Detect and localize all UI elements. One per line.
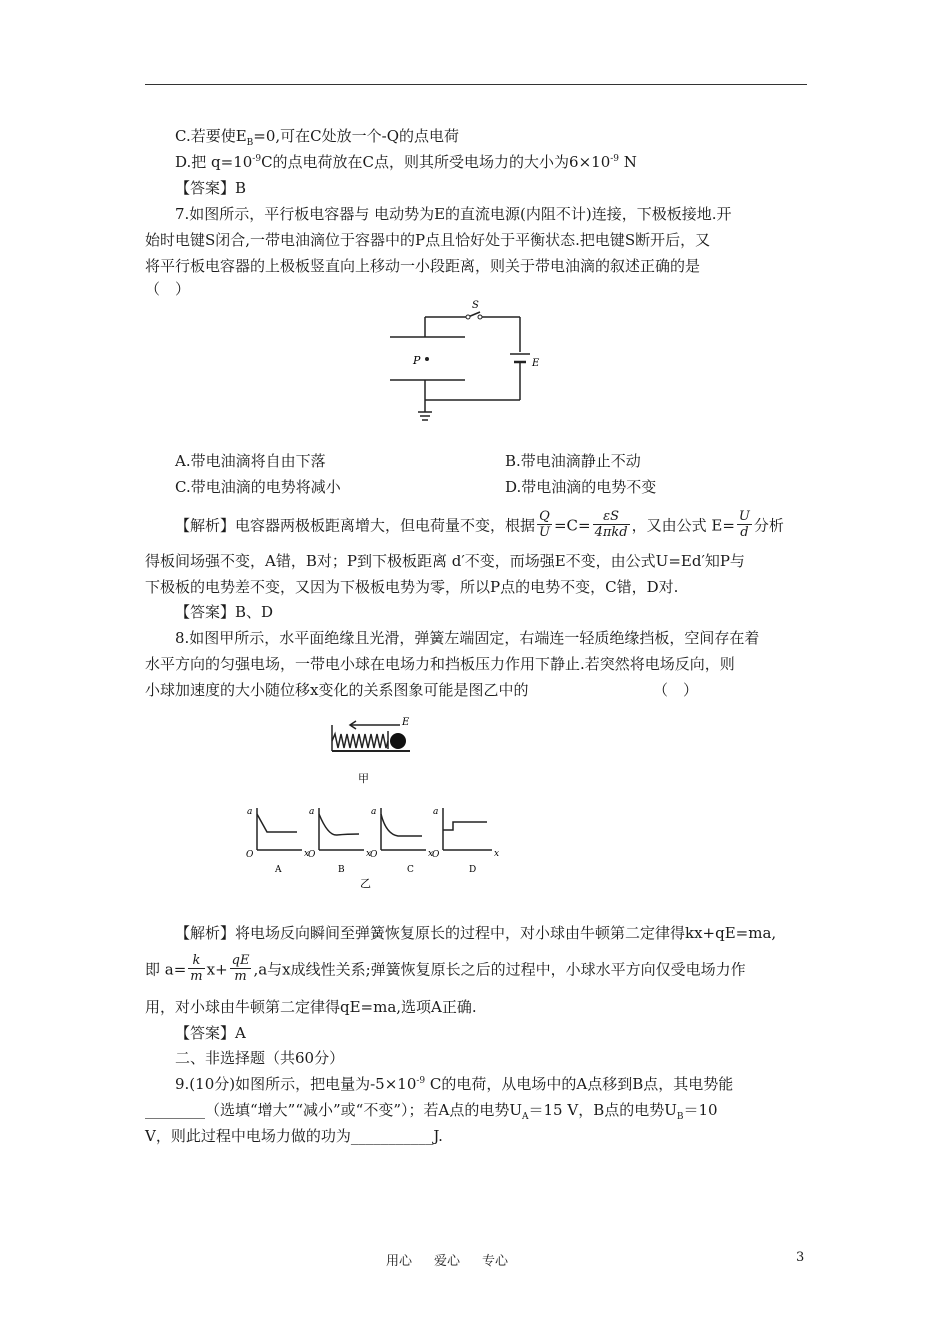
q7-text-2: 始时电键S闭合,一带电油滴位于容器中的P点且恰好处于平衡状态.把电键S断开后，又 <box>145 231 711 249</box>
header-rule <box>145 84 807 85</box>
answer-8: 【答案】A <box>175 1024 246 1042</box>
battery-label: E <box>532 358 540 369</box>
svg-text:a: a <box>309 807 315 817</box>
q7-option-b: B.带电油滴静止不动 <box>505 452 641 470</box>
svg-text:A: A <box>275 865 282 875</box>
svg-text:x: x <box>304 849 310 859</box>
capacitor-circuit-figure <box>380 292 560 427</box>
svg-text:a: a <box>371 807 377 817</box>
q7-analysis-1: 【解析】电容器两极板距离增大，但电荷量不变，根据 $\frac{Q}{U}$ =C= $\frac{\varepsilon S}{\text{4πkd}}$ ，又由公式 E= $\frac{U}{d}$ 分析 <box>175 509 784 540</box>
q9-text-2: ________（选填“增大”“减小”或“不变”）；若A点的电势$U_A=15$ V，B点的电势$U_B=10$ <box>145 1101 718 1122</box>
point-p-label: P <box>413 354 421 367</box>
answer-7: 【答案】B、D <box>175 603 274 621</box>
q8-analysis-3: 用，对小球由牛顿第二定律得qE=ma,选项A正确. <box>145 998 477 1016</box>
fraction-qe-over-m: $\frac{qE}{m}$ <box>231 953 250 984</box>
point-p-dot <box>425 357 429 361</box>
graphs-figure <box>242 800 507 890</box>
svg-text:O: O <box>370 850 378 860</box>
svg-text:a: a <box>433 807 439 817</box>
svg-text:B: B <box>338 865 345 875</box>
fraction-u-over-d: $\frac{U}{d}$ <box>738 509 750 540</box>
spring-ball-figure <box>320 715 420 790</box>
caption-yi: 乙 <box>360 877 371 890</box>
q9-text-3: V，则此过程中电场力做的功为___________J. <box>145 1127 443 1145</box>
q8-analysis-2: 即 a= $\frac{k}{m}$ x+ $\frac{qE}{m}$ ,a与x成线性关系;弹簧恢复原长之后的过程中，小球水平方向仅受电场力作 <box>145 953 746 984</box>
svg-text:C: C <box>407 865 414 875</box>
field-label: E <box>402 717 410 728</box>
svg-text:x: x <box>428 849 434 859</box>
section-2-heading: 二、非选择题（共60分） <box>175 1049 345 1067</box>
fraction-q-over-u: $\frac{Q}{U}$ <box>539 509 550 540</box>
footer-motto: 用心 爱心 专心 <box>386 1254 509 1269</box>
q7-text-4: （ ） <box>145 280 191 298</box>
caption-jia: 甲 <box>358 772 369 785</box>
q7-analysis-2: 得板间场强不变，A错，B对；P到下极板距离 d′不变，而场强E不变，由公式U=Ed′知P与 <box>145 552 745 570</box>
q7-text-3: 将平行板电容器的上极板竖直向上移动一小段距离，则关于带电油滴的叙述正确的是 <box>145 257 701 275</box>
q8-text-3: 小球加速度的大小随位移x变化的关系图象可能是图乙中的 （ ） <box>145 681 699 699</box>
q9-text-1: 9.(10分)如图所示，把电量为$-5\times 10^{-9}$ C的电荷，从电场中的A点移到B点，其电势能 <box>175 1075 734 1093</box>
svg-text:a: a <box>247 807 253 817</box>
svg-text:x: x <box>366 849 372 859</box>
q7-analysis-3: 下极板的电势差不变，又因为下极板电势为零，所以P点的电势不变，C错，D对. <box>145 578 679 596</box>
q8-analysis-1: 【解析】将电场反向瞬间至弹簧恢复原长的过程中，对小球由牛顿第二定律得kx+qE=ma, <box>175 924 777 942</box>
svg-text:O: O <box>246 850 254 860</box>
q7-text-1: 7.如图所示，平行板电容器与 电动势为E的直流电源(内阻不计)连接，下极板接地.开 <box>175 205 732 223</box>
fraction-capacitance: $\frac{\varepsilon S}{\text{4πkd}}$ <box>594 509 628 540</box>
fraction-k-over-m: $\frac{k}{m}$ <box>190 953 203 984</box>
svg-text:x: x <box>494 849 500 859</box>
svg-text:O: O <box>432 850 440 860</box>
switch-label: S <box>472 300 479 311</box>
graph-d <box>432 807 499 875</box>
svg-text:D: D <box>469 865 477 875</box>
q7-option-d: D.带电油滴的电势不变 <box>505 478 657 496</box>
graph-c <box>370 807 433 875</box>
page-number: 3 <box>796 1250 805 1265</box>
svg-text:O: O <box>308 850 316 860</box>
graph-a <box>246 807 309 875</box>
option-d-line: D.把 $q=10^{-9}C$的点电荷放在C点，则其所受电场力的大小为$6\times 10^{-9}$ N <box>175 153 637 171</box>
q7-option-a: A.带电油滴将自由下落 <box>175 452 326 470</box>
q8-text-1: 8.如图甲所示，水平面绝缘且光滑，弹簧左端固定，右端连一轻质绝缘挡板，空间存在着 <box>175 629 760 647</box>
answer-6: 【答案】B <box>175 179 247 197</box>
graph-b <box>308 807 371 875</box>
option-c-line: C.若要使$E_B=0$,可在C处放一个-Q的点电荷 <box>175 127 460 148</box>
q8-text-2: 水平方向的匀强电场，一带电小球在电场力和挡板压力作用下静止.若突然将电场反向，则 <box>145 655 735 673</box>
q7-option-c: C.带电油滴的电势将减小 <box>175 478 341 496</box>
